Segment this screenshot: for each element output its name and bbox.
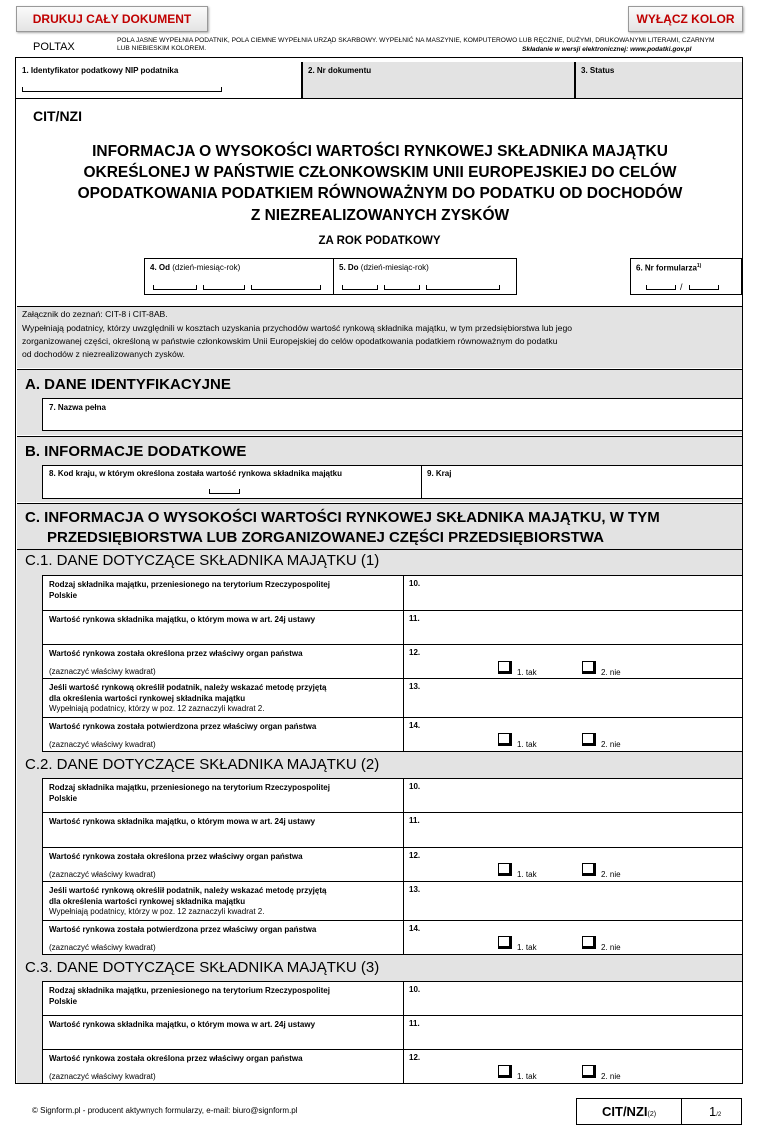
- c1-row-13-label: Jeśli wartość rynkową określił podatnik, należy wskazać metodę przyjętą dla określenia wartości rynkowej składnika majątku Wypełniają podatnicy, którzy w poz. 12 zaznaczyli kwadrat 2.: [42, 678, 404, 718]
- country-label: 9. Kraj: [427, 469, 452, 478]
- date-to-field[interactable]: [334, 258, 517, 295]
- section-b-title: B. INFORMACJE DODATKOWE: [25, 443, 247, 460]
- c1-row-11-label: Wartość rynkowa składnika majątku, o którym mowa w art. 24j ustawy: [42, 610, 404, 645]
- c2-field-14: 14. 1. tak 2. nie: [403, 920, 742, 955]
- subsection-c2-title: C.2. DANE DOTYCZĄCE SKŁADNIKA MAJĄTKU (2): [25, 756, 380, 773]
- form-number-label: 6. Nr formularza$^{1)}$: [636, 263, 702, 273]
- footer-form-code: CIT/NZI(2): [602, 1104, 657, 1119]
- footer-divider: [681, 1099, 682, 1124]
- c3-field-12: 12. 1. tak 2. nie: [403, 1049, 742, 1084]
- form-number-field[interactable]: [630, 258, 742, 295]
- section-c-title-line-1: C. INFORMACJA O WYSOKOŚCI WARTOŚCI RYNKOWEJ SKŁADNIKA MAJĄTKU, W TYM: [25, 509, 660, 526]
- country-code-label: 8. Kod kraju, w którym określona została wartość rynkowa składnika majątku: [49, 469, 342, 478]
- c2-row-14-label: Wartość rynkowa została potwierdzona przez właściwy organ państwa (zaznaczyć właściwy kwadrat): [42, 920, 404, 955]
- c3-row-10-label: Rodzaj składnika majątku, przeniesionego na terytorium Rzeczypospolitej Polskie: [42, 981, 404, 1016]
- country-field[interactable]: [421, 465, 742, 499]
- electronic-filing-text: Składanie w wersji elektronicznej: www.podatki.gov.pl: [519, 46, 691, 53]
- c1-12-yes-checkbox[interactable]: [498, 661, 512, 674]
- c1-12-no-checkbox[interactable]: [582, 661, 596, 674]
- document-number-field: [302, 62, 575, 99]
- footer-form-code-box: [576, 1098, 742, 1125]
- date-from-field[interactable]: [144, 258, 334, 295]
- who-fills-line-3: od dochodów z niezrealizowanych zysków.: [22, 349, 185, 359]
- section-a: [17, 369, 742, 435]
- c1-14-no-checkbox[interactable]: [582, 733, 596, 746]
- subsection-c3-title: C.3. DANE DOTYCZĄCE SKŁADNIKA MAJĄTKU (3): [25, 959, 380, 976]
- document-number-label: 2. Nr dokumentu: [308, 66, 372, 75]
- c2-row-11-label: Wartość rynkowa składnika majątku, o którym mowa w art. 24j ustawy: [42, 812, 404, 848]
- status-label: 3. Status: [581, 66, 615, 75]
- c2-12-no-checkbox[interactable]: [582, 863, 596, 876]
- c1-field-10[interactable]: 10.: [403, 575, 742, 611]
- c1-row-10-label: Rodzaj składnika majątku, przeniesionego na terytorium Rzeczypospolitej Polskie: [42, 575, 404, 611]
- c3-field-10[interactable]: 10.: [403, 981, 742, 1016]
- c2-row-10-label: Rodzaj składnika majątku, przeniesionego na terytorium Rzeczypospolitej Polskie: [42, 778, 404, 813]
- c2-14-yes-checkbox[interactable]: [498, 936, 512, 949]
- full-name-label: 7. Nazwa pełna: [49, 403, 106, 412]
- instructions-text: POLA JASNE WYPEŁNIA PODATNIK, POLA CIEMNE WYPEŁNIA URZĄD SKARBOWY. WYPEŁNIĆ NA MASZYNIE, KOMPUTEROWO LUB RĘCZNIE, DUŻYMI, DRUKOWANYMI LITERAMI, CZARNYM LUB NIEBIESKIM KOLOREM.: [117, 37, 715, 52]
- section-b: [17, 436, 742, 502]
- c3-row-11-label: Wartość rynkowa składnika majątku, o którym mowa w art. 24j ustawy: [42, 1015, 404, 1050]
- who-fills-line-2: zorganizowanej części, określoną w państwie członkowskim Unii Europejskiej do celów opodatkowania podatkiem równoważnym do podatku: [22, 336, 558, 346]
- info-block: [17, 306, 742, 368]
- c1-14-yes-checkbox[interactable]: [498, 733, 512, 746]
- form-number-separator: /: [680, 282, 683, 292]
- date-to-label: 5. Do (dzień-miesiąc-rok): [339, 263, 429, 272]
- c2-field-12: 12. 1. tak 2. nie: [403, 847, 742, 882]
- c1-row-12-label: Wartość rynkowa została określona przez właściwy organ państwa (zaznaczyć właściwy kwadrat): [42, 644, 404, 679]
- form-code: CIT/NZI: [33, 108, 82, 124]
- c2-row-13-label: Jeśli wartość rynkową określił podatnik, należy wskazać metodę przyjętą dla określenia wartości rynkowej składnika majątku Wypełniają podatnicy, którzy w poz. 12 zaznaczyli kwadrat 2.: [42, 881, 404, 921]
- form-title-line-2: OKREŚLONEJ W PAŃSTWIE CZŁONKOWSKIM UNII EUROPEJSKIEJ DO CELÓW: [83, 164, 677, 181]
- status-field: [575, 62, 742, 99]
- c1-field-12: 12. 1. tak 2. nie: [403, 644, 742, 679]
- country-code-field[interactable]: [42, 465, 422, 499]
- c1-field-11[interactable]: 11.: [403, 610, 742, 645]
- c2-row-12-label: Wartość rynkowa została określona przez właściwy organ państwa (zaznaczyć właściwy kwadrat): [42, 847, 404, 882]
- c2-12-yes-checkbox[interactable]: [498, 863, 512, 876]
- c2-field-11[interactable]: 11.: [403, 812, 742, 848]
- c3-12-yes-checkbox[interactable]: [498, 1065, 512, 1078]
- c1-field-13[interactable]: 13.: [403, 678, 742, 718]
- footer-copyright: © Signform.pl - producent aktywnych formularzy, e-mail: biuro@signform.pl: [32, 1106, 298, 1115]
- poltax-label: POLTAX: [33, 41, 75, 53]
- c1-row-14-label: Wartość rynkowa została potwierdzona przez właściwy organ państwa (zaznaczyć właściwy kwadrat): [42, 717, 404, 752]
- print-document-button[interactable]: DRUKUJ CAŁY DOKUMENT: [16, 6, 208, 32]
- who-fills-line-1: Wypełniają podatnicy, którzy uwzględnili w kosztach uzyskania przychodów wartość rynkową składnika majątku, w tym przedsiębiorstwa lub jego: [22, 323, 573, 333]
- c3-field-11[interactable]: 11.: [403, 1015, 742, 1050]
- tax-year-label: ZA ROK PODATKOWY: [318, 235, 441, 247]
- toggle-color-button[interactable]: WYŁĄCZ KOLOR: [628, 6, 743, 32]
- section-a-title: A. DANE IDENTYFIKACYJNE: [25, 376, 231, 393]
- nip-label: 1. Identyfikator podatkowy NIP podatnika: [22, 66, 179, 75]
- section-c-title-line-2: PRZEDSIĘBIORSTWA LUB ZORGANIZOWANEJ CZĘŚCI PRZEDSIĘBIORSTWA: [47, 529, 604, 546]
- footer-page-number: 1/2: [709, 1104, 722, 1119]
- date-from-label: 4. Od (dzień-miesiąc-rok): [150, 263, 241, 272]
- form-title-line-4: Z NIEZREALIZOWANYCH ZYSKÓW: [250, 207, 510, 224]
- attachment-text: Załącznik do zeznań: CIT-8 i CIT-8AB.: [22, 309, 168, 319]
- c1-field-14: 14. 1. tak 2. nie: [403, 717, 742, 752]
- subsection-c1-title: C.1. DANE DOTYCZĄCE SKŁADNIKA MAJĄTKU (1): [25, 552, 380, 569]
- c3-row-12-label: Wartość rynkowa została określona przez właściwy organ państwa (zaznaczyć właściwy kwadrat): [42, 1049, 404, 1084]
- nip-field[interactable]: [16, 62, 302, 99]
- c2-field-10[interactable]: 10.: [403, 778, 742, 813]
- c2-14-no-checkbox[interactable]: [582, 936, 596, 949]
- c3-12-no-checkbox[interactable]: [582, 1065, 596, 1078]
- form-title-line-3: OPODATKOWANIA PODATKIEM RÓWNOWAŻNYM DO PODATKU OD DOCHODÓW: [77, 185, 683, 202]
- full-name-field[interactable]: [42, 398, 742, 431]
- form-title-line-1: INFORMACJA O WYSOKOŚCI WARTOŚCI RYNKOWEJ SKŁADNIKA MAJĄTKU: [92, 143, 668, 160]
- c2-field-13[interactable]: 13.: [403, 881, 742, 921]
